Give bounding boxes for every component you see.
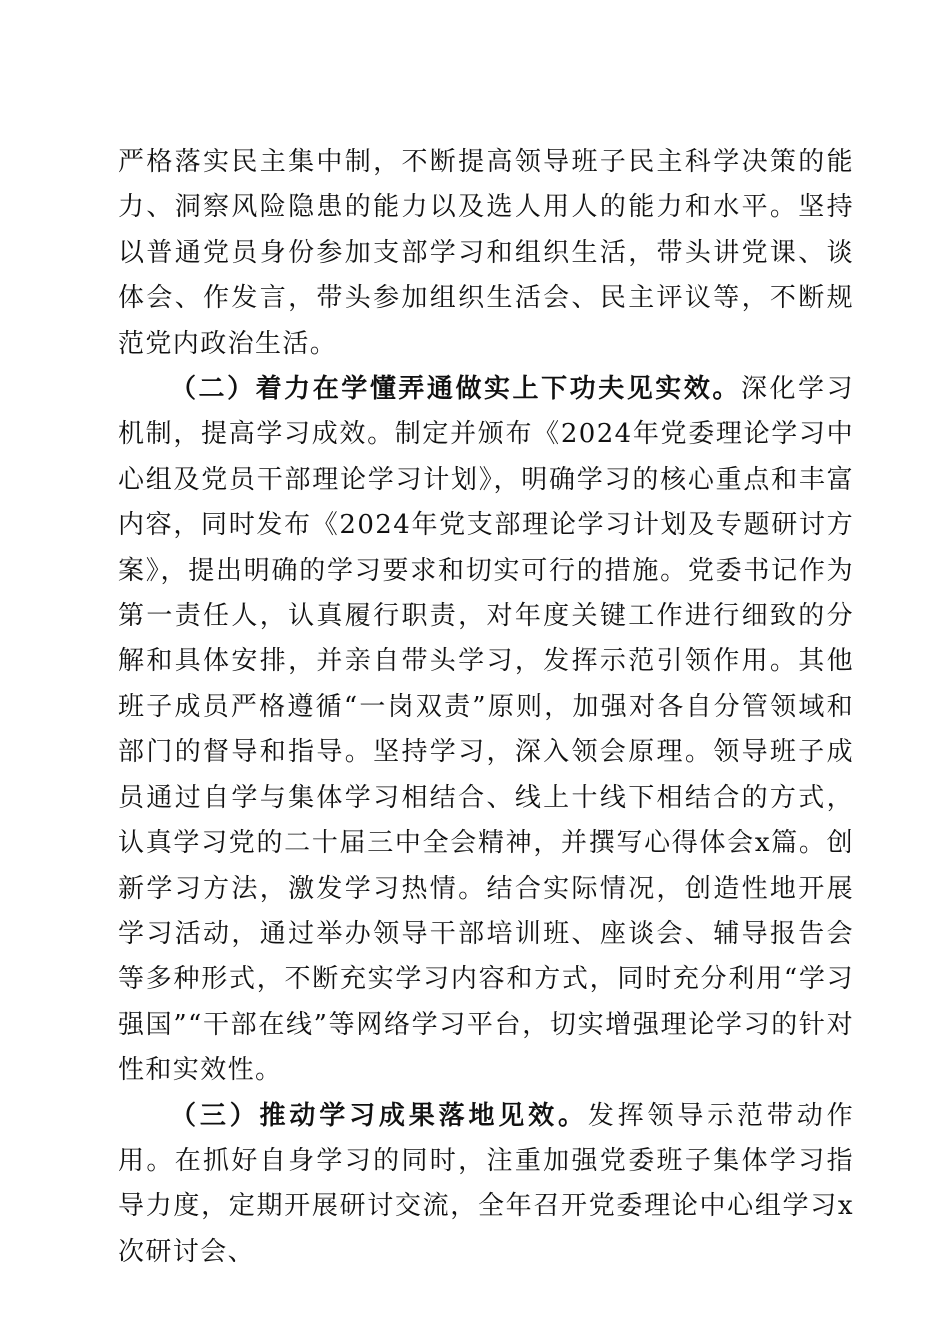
section-3-text: 发挥领导示范带动作用。在抓好自身学习的同时，注重加强党委班子集体学习指导力度，定期开展研讨交流，全年召开党委理论中心组学习x次研讨会、: [118, 1100, 854, 1267]
paragraph-democratic-centralism: 严格落实民主集中制，不断提高领导班子民主科学决策的能力、洞察风险隐患的能力以及选人用人的能力和水平。坚持以普通党员身份参加支部学习和组织生活，带头讲党课、谈体会、作发言，带头参加组织生活会、民主评议等，不断规范党内政治生活。: [118, 147, 854, 359]
section-3-heading: （三）推动学习成果落地见效。: [170, 1100, 588, 1131]
paragraph-section-3: [118, 1094, 854, 1276]
section-2-text: 深化学习机制，提高学习成效。制定并颁布《2024年党委理论学习中心组及党员干部理论学习计划》，明确学习的核心重点和丰富内容，同时发布《2024年党支部理论学习计划及专题研讨方案》，提出明确的学习要求和切实可行的措施。党委书记作为第一责任人，认真履行职责，对年度关键工作进行细致的分解和具体安排，并亲自带头学习，发挥示范引领作用。其他班子成员严格遵循“一岗双责”原则，加强对各自分管领域和部门的督导和指导。坚持学习，深入领会原理。领导班子成员通过自学与集体学习相结合、线上十线下相结合的方式，认真学习党的二十届三中全会精神，并撰写心得体会x篇。创新学习方法，激发学习热情。结合实际情况，创造性地开展学习活动，通过举办领导干部培训班、座谈会、辅导报告会等多种形式，不断充实学习内容和方式，同时充分利用“学习强国”“干部在线”等网络学习平台，切实增强理论学习的针对性和实效性。: [118, 374, 854, 1086]
section-2-heading: （二）着力在学懂弄通做实上下功夫见实效。: [170, 374, 741, 405]
document-body: [118, 140, 854, 1275]
paragraph-section-2: [118, 367, 854, 1094]
